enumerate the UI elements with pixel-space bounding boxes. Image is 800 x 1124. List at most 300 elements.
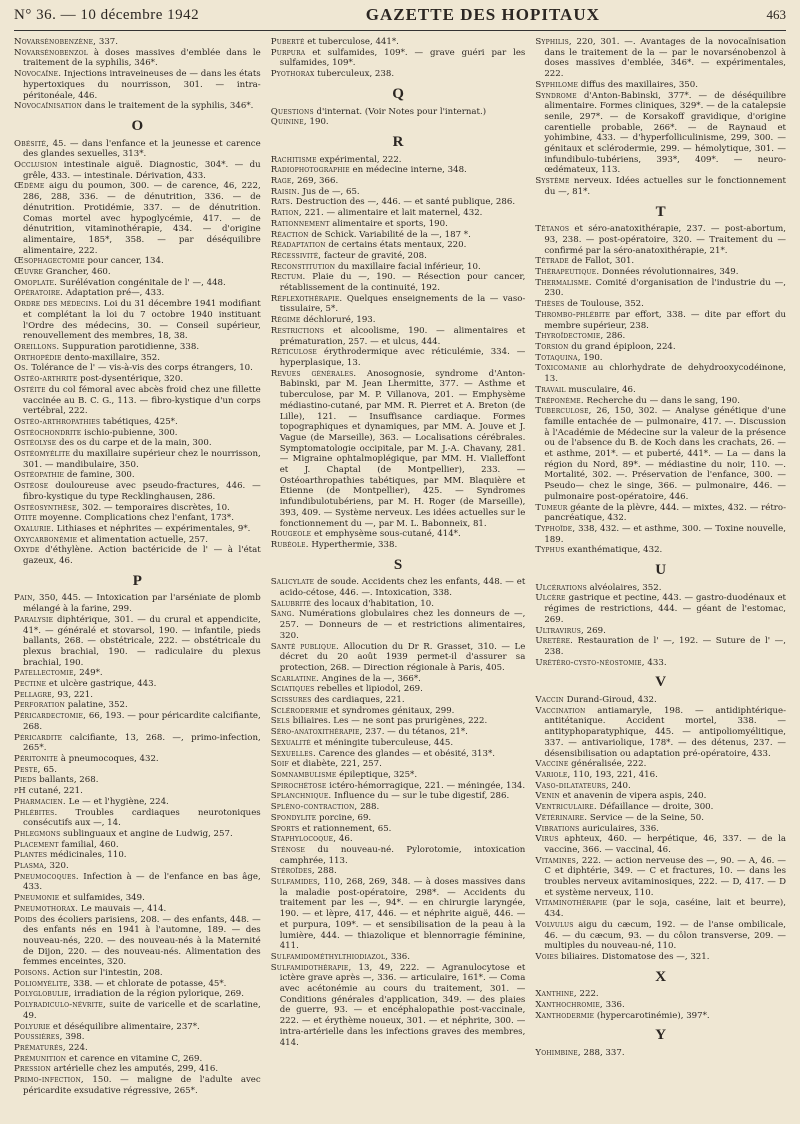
index-entry (14, 615, 261, 669)
entry-references: 320. (46, 861, 69, 872)
index-entry (271, 599, 526, 610)
entry-references: Défaillance — droite, 300. (596, 802, 714, 813)
index-entry (271, 155, 526, 166)
entry-references: du grand épiploon, 224. (568, 341, 676, 352)
entry-heading: pH (14, 786, 26, 797)
entry-heading: Novocaïne. (14, 69, 62, 80)
entry-references: 93, 221. (54, 689, 93, 700)
index-entry (535, 310, 786, 331)
entry-heading: Vitaminothérapie (535, 898, 608, 909)
entry-heading: Sciatiques (270, 684, 315, 695)
index-entry (14, 979, 261, 990)
index-entry (271, 326, 526, 347)
entry-references: et déséquilibre alimentaire, 237*. (50, 1021, 200, 1032)
entry-references: à doses massives d'emblée dans le traitement de la syphilis, 346*. (23, 47, 261, 69)
index-entry (271, 48, 526, 69)
index-entry (14, 288, 261, 299)
entry-references: Quelques enseignements de la — vaso-tissulaire, 5*. (279, 293, 526, 315)
entry-references: et alimentation actuelle, 257. (77, 534, 208, 545)
entry-heading: Thyroïdectomie, (535, 331, 604, 342)
index-entry (271, 69, 526, 80)
entry-references: 110, 268, 269, 348. — à doses massives dans la maladie post-opératoire, 298*. — Accidents du traitement par les —, 94*. — en chirurgie laryngée, 190. — et lèpre, 417, 446. — et néphrite aiguë, 446. — et purpura, 109*. — et sensibilisation de la peau à la lumière, 444. — thiazolique et blennorragie féminine, 411. (279, 877, 526, 952)
index-entry (14, 797, 261, 808)
entry-references: de certains états mentaux, 220. (325, 240, 467, 251)
index-entry (535, 80, 786, 91)
index-entry (535, 267, 786, 278)
index-entry (271, 107, 526, 118)
index-entry (14, 160, 261, 181)
section-letter: R (392, 133, 404, 150)
entry-references: antiamaryle, 198. — antidiphtérique-antitétanique. Accident mortel, 338. — antityphoparatyphique, 445. — antipoliomyélitique, 337. — antivariolique, 178*. — des détenus, 237. — désensibilisation ou adaptation pré-opératoire, 433. (544, 705, 786, 759)
entry-references: moyenne. Complications chez l'enfant, 173*. (36, 513, 234, 524)
entry-references: des locaux d'habitation, 10. (311, 598, 434, 609)
index-entry (271, 165, 526, 176)
index-entry (14, 1064, 261, 1075)
entry-heading: Sports (270, 823, 300, 834)
index-entry (271, 219, 526, 230)
entry-references: et carence en vitamine C, 269. (66, 1053, 203, 1064)
entry-references: 222. — action nerveuse des —, 90. — A, 46. — C et diphtérie, 349. — C et fractures, 10. — dans les troubles nerveux avitaminosiques, 222. — D, 417. — D et système nerveux, 110. (544, 855, 786, 898)
index-entry (535, 524, 786, 545)
entry-references: nerveux. Idées actuelles sur le fonctionnement du —, 81*. (544, 176, 786, 197)
entry-references: des os du carpe et de la main, 300. (56, 438, 212, 449)
entry-heading: Sexualité (270, 737, 311, 748)
index-entry (535, 824, 786, 835)
index-entry (535, 37, 786, 80)
index-entry (14, 861, 261, 872)
entry-references: de Schick. Variabilité de la —, 187 *. (308, 229, 471, 240)
entry-heading: Ostéo-arthrite (14, 374, 78, 385)
entry-heading: Oxycarbonémie (14, 534, 78, 545)
entry-heading: Séro-anatoxithérapie, (270, 727, 363, 738)
index-entry (14, 850, 261, 861)
entry-heading: Prématurés, (14, 1042, 66, 1053)
entry-references: et sulfamides, 349. (59, 893, 145, 904)
entry-references: Plaie du —, 190. — Résection pour cancer, rétablissement de la continuité, 192. (279, 272, 526, 294)
entry-heading: Oxalurie. (14, 523, 54, 534)
entry-references: 150. — maligne de l'adulte avec péricardite exsudative régressive, 265*. (23, 1075, 261, 1096)
entry-references: calcifiante, 13, 268. —, primo-infection, 265*. (23, 732, 261, 754)
index-entry (14, 374, 261, 385)
entry-references: des cardiaques, 221. (311, 695, 405, 706)
index-entry (271, 529, 526, 540)
entry-references: 110, 193, 221, 416. (570, 770, 658, 780)
entry-references: 302. — temporaires discrètes, 10. (79, 502, 230, 513)
entry-references: du col fémoral avec abcès froid chez une fillette vaccinée au B. C. G., 113. — fibro-kystique d'un corps vertébral, 222. (23, 384, 261, 417)
entry-references: 65. (40, 764, 57, 775)
index-entry (271, 251, 526, 262)
entry-heading: Ordre des médecins. (14, 299, 101, 310)
index-entry (271, 294, 526, 315)
entry-references: biliaires. Les — ne sont pas prurigènes, 222. (289, 716, 488, 727)
entry-references: d'éthylène. Action bactéricide de l' — à l'état gazeux, 46. (23, 545, 261, 567)
entry-references: au chlorhydrate de dehydrooxycodéinone, 13. (544, 363, 786, 385)
entry-heading: Tumeur (535, 502, 568, 513)
index-entry (535, 278, 786, 299)
entry-heading: Venin (535, 791, 560, 802)
entry-heading: Ultravirus, (535, 625, 584, 636)
entry-references: gastrique et pectine, 443. — gastro-duodénaux et régimes de restrictions, 444. — géant de l'estomac, 269. (544, 593, 786, 625)
entry-references: 433. (644, 657, 667, 668)
section-letter: S (393, 556, 403, 573)
index-entry (14, 481, 261, 502)
index-column-3 (535, 37, 786, 1097)
entry-heading: Puberté (270, 37, 305, 47)
index-entry (14, 299, 261, 342)
entry-references: intestinale aiguë. Diagnostic, 304*. — du grêle, 433. — intestinale. Dérivation, 433. (23, 160, 261, 181)
index-entry (535, 834, 786, 855)
entry-heading: Ulcère (535, 593, 566, 604)
index-entry (271, 759, 526, 770)
entry-references: d'Anton-Babinski, 377*. — de déséquilibre alimentaire. Formes cliniques, 329*. — de la catalepsie senile, 297*. — de Korsakoff gravidique, d'origine carentielle probable, 266*. — de Raynaud et yohimbine, 433. — d'hyperfolliculinisme, 299, 300. — génitaux et sclérodermie, 299. — hémolytique, 301. — infundibulo-tubériens, 393*, 409*. — neuro-œdémateux, 113. (544, 90, 786, 176)
entry-references: et diabète, 221, 257. (288, 759, 382, 770)
entry-heading: Sulfamides, (270, 877, 321, 888)
index-entry (14, 1000, 261, 1021)
index-entry (14, 449, 261, 470)
entry-references: irradiation de la région pylorique, 269. (71, 989, 244, 1000)
index-entry (14, 48, 261, 69)
entry-heading: Pneumonie (14, 893, 60, 904)
entry-heading: Typhoïde, (535, 523, 576, 534)
entry-references: Tolérance de l' — vis-à-vis des corps étrangers, 10. (28, 363, 253, 374)
index-entry (271, 791, 526, 802)
entry-references: 224. (65, 1042, 88, 1053)
index-entry (14, 535, 261, 546)
index-entry (14, 765, 261, 776)
entry-references: aphteux, 460. — herpétique, 46, 337. — de la vaccine, 366. — vaccinal, 46. (544, 834, 786, 855)
entry-references: du maxillaire supérieur chez le nourrisson, 301. — mandibulaire, 350. (23, 449, 261, 470)
entry-references: Angines de la —, 366*. (318, 673, 421, 684)
entry-heading: Syphilome (535, 79, 579, 90)
entry-heading: Tétanos (535, 224, 570, 235)
index-entry (271, 540, 526, 551)
index-entry (535, 636, 786, 657)
entry-references: 237. — du tétanos, 21*. (362, 727, 468, 738)
entry-heading: Spirochétose (270, 780, 327, 791)
entry-heading: Urétéro-cysto-néostomie, (535, 657, 645, 668)
entry-heading: Primo-infection, (14, 1075, 84, 1086)
section-letter: T (655, 203, 666, 220)
entry-heading: Splanchnique. (270, 791, 332, 802)
index-entry (271, 262, 526, 273)
entry-heading: Sclérodermie (270, 705, 328, 716)
entry-heading: Polyurie (14, 1021, 51, 1032)
entry-references: 269. (583, 625, 606, 636)
index-entry (14, 524, 261, 535)
entry-references: et emphysème sous-cutané, 414*. (311, 529, 461, 540)
section-letter: Q (392, 85, 404, 102)
entry-references: et syndromes génitaux, 299. (328, 705, 455, 716)
entry-heading: Revues générales. (270, 368, 357, 379)
index-entry (14, 181, 261, 256)
entry-references: suite de varicelle et de scarlatine, 49. (23, 1000, 261, 1021)
entry-heading: Pain, (14, 593, 36, 604)
index-entry (535, 385, 786, 396)
entry-references: de Fallot, 301. (568, 256, 635, 267)
entry-references: Données révolutionnaires, 349. (599, 267, 739, 278)
entry-references: épileptique, 325*. (336, 770, 418, 780)
entry-heading: Purpura (270, 47, 306, 58)
index-entry (271, 706, 526, 717)
entry-heading: Quinine, (270, 117, 307, 128)
entry-heading: Œsophagectomie (14, 256, 85, 267)
index-entry (271, 866, 526, 877)
index-entry (14, 342, 261, 353)
entry-heading: Ostéite (14, 384, 46, 395)
entry-references: dento-maxillaire, 352. (61, 352, 161, 363)
entry-heading: Pneumothorax. (14, 903, 79, 914)
entry-references: aigu du poumon, 300. — de carence, 46, 222, 286, 288, 336. — de dénutrition, 336. — de dénutrition. Protidémie, 337. — de dénutrition. Comas mortel avec hypoglycémie, 417. — de dénutrition, vitaminothérapie, 434. — d'origine alimentaire, 185*, 358. — par déséquilibre alimentaire, 222. (23, 181, 261, 256)
index-entry (535, 353, 786, 364)
section-letter: V (655, 674, 667, 691)
index-column-1 (14, 37, 261, 1097)
index-entry (271, 642, 526, 674)
entry-references: Lithiases et néphrites — expérimentales, 9*. (53, 523, 251, 534)
page-number: 463 (766, 7, 786, 22)
entry-references: aigu du cæcum, 192. — de l'anse ombilicale, 46. — du cæcum, 93. — du côlon transverse, 209. — multiples du nouveau-né, 110. (544, 919, 786, 952)
index-entry (271, 315, 526, 326)
entry-heading: Système (535, 176, 570, 187)
entry-heading: Vétérinaire. (535, 812, 588, 823)
entry-references: et rationnement, 65. (299, 823, 392, 834)
index-entry (535, 583, 786, 594)
entry-heading: Thèses (535, 299, 565, 310)
entry-heading: Omoplate. (14, 277, 58, 288)
entry-references: alvéolaires, 352. (586, 582, 662, 593)
entry-heading: Thérapeutique. (535, 267, 600, 278)
entry-references: biliaires. Distomatose des —, 321. (558, 951, 710, 962)
entry-heading: Scissures (270, 695, 312, 706)
index-entry (271, 187, 526, 198)
entry-references: 222. (576, 989, 599, 1000)
index-entry (535, 813, 786, 824)
entry-heading: Poussières, (14, 1032, 63, 1043)
index-entry (535, 898, 786, 919)
page-header (14, 0, 786, 31)
index-entry (535, 791, 786, 802)
entry-heading: Somnambulisme (270, 770, 337, 780)
entry-references: Recherche du — dans le sang, 190. (583, 395, 740, 406)
entry-heading: Sulfamidothérapie, (270, 962, 352, 973)
entry-heading: Sang. (270, 609, 295, 620)
entry-references: sublinguaux et angine de Ludwig, 257. (60, 828, 233, 839)
entry-references: Loi du 31 décembre 1941 modifiant et complétant la loi du 7 octobre 1940 instituant l'Ordre des médecins, 30. — Conseil supérieur, renouvellement des membres, 18, 38. (23, 299, 261, 342)
entry-references: généralisée, 222. (568, 759, 647, 770)
index-entry (14, 438, 261, 449)
index-entry (271, 824, 526, 835)
entry-references: facteur de gravité, 208. (321, 250, 427, 261)
entry-heading: Pyothorax (270, 69, 315, 80)
index-entry (271, 369, 526, 530)
entry-heading: Pieds (14, 775, 37, 786)
index-entry (271, 813, 526, 824)
index-entry (14, 593, 261, 614)
entry-heading: Placement (14, 839, 59, 850)
entry-references: Influence du — sur le tube digestif, 286. (331, 791, 510, 802)
index-entry (535, 856, 786, 899)
entry-references: 190. (580, 352, 603, 363)
entry-references: et sulfamides, 109*. — grave guéri par les sulfamides, 109*. (279, 47, 526, 69)
entry-heading: Vibrations (535, 823, 580, 834)
index-entry (535, 299, 786, 310)
index-entry (14, 700, 261, 711)
entry-heading: Ostéo-arthropathies (14, 416, 101, 427)
entry-references: alimentaire et sports, 190. (329, 218, 448, 229)
index-entry (271, 749, 526, 760)
entry-references: et méningite tuberculeuse, 445. (311, 737, 454, 748)
index-entry (535, 658, 786, 669)
index-entry (14, 256, 261, 267)
entry-heading: Vaccination (535, 705, 586, 716)
index-entry (535, 920, 786, 952)
entry-references: 350, 445. — Intoxication par l'arséniate de plomb mélangé à la farine, 299. (23, 593, 261, 615)
index-entry (535, 363, 786, 384)
entry-references: 338, 432. — et asthme, 300. — Toxine nouvelle, 189. (544, 523, 786, 545)
index-entry (271, 802, 526, 813)
entry-heading: Spléno-contraction, (270, 802, 358, 813)
entry-heading: Rage, (270, 176, 295, 187)
entry-heading: Œdème (14, 181, 45, 192)
entry-heading: Tétrade (535, 256, 569, 267)
entry-heading: Syphilis, (535, 37, 572, 47)
index-entry (535, 176, 786, 197)
entry-references: Grancher, 460. (43, 267, 111, 278)
entry-heading: Ostéochondrite (14, 427, 82, 438)
entry-references: 221. — alimentaire et lait maternel, 432. (301, 208, 483, 219)
entry-references: musculaire, 46. (565, 384, 636, 395)
index-entry (535, 781, 786, 792)
entry-heading: Perforation (14, 700, 66, 711)
entry-heading: Tréponème. (535, 395, 584, 406)
entry-heading: Ostéolyse (14, 438, 57, 449)
section-letter: P (132, 572, 142, 589)
index-entry (14, 829, 261, 840)
index-entry (14, 679, 261, 690)
entry-heading: Soif (270, 759, 289, 770)
index-entry (14, 417, 261, 428)
entry-heading: Vaccine (535, 759, 569, 770)
entry-heading: Xanthodermie (535, 1010, 595, 1021)
entry-heading: Stéroïdes, (270, 866, 315, 877)
entry-references: Le — et l'hygiène, 224. (65, 796, 169, 807)
index-entry (271, 834, 526, 845)
entry-heading: Pneumocoques. (14, 871, 79, 882)
index-entry (14, 503, 261, 514)
entry-heading: Poliomyélite, (14, 978, 71, 989)
entry-references: douloureuse avec pseudo-fractures, 446. — fibro-kystique du type Recklinghausen, 286. (23, 481, 261, 502)
entry-heading: Réflexothérapie. (270, 293, 343, 304)
entry-heading: Ostéomyélite (14, 449, 71, 460)
entry-references: Adaptation pré—, 433. (63, 288, 165, 299)
entry-heading: Pellagre, (14, 689, 55, 700)
index-entry (271, 963, 526, 1049)
index-entry (535, 706, 786, 760)
entry-heading: Pression (14, 1064, 51, 1075)
entry-heading: Yohimbine, (535, 1048, 581, 1059)
entry-references: de soude. Accidents chez les enfants, 448. — et acido-cétose, 446. —. Intoxication, 338. (279, 577, 526, 599)
entry-heading: Phlébites. (14, 807, 58, 818)
entry-references: Allocution du Dr R. Grasset, 310. — Le décret du 20 août 1939 permet-il d'assurer sa protection, 268. — Direction régionale à Paris, 405. (279, 641, 526, 673)
entry-heading: Raisin. (270, 186, 300, 197)
entry-references: Restauration de l' —, 192. — Suture de l' —, 238. (544, 636, 786, 657)
entry-references: Hyperthermie, 338. (308, 539, 398, 550)
index-entry (14, 989, 261, 1000)
index-entry (271, 272, 526, 293)
entry-references: 26, 150, 302. — Analyse génétique d'une famille entachée de — pulmonaire, 417. —. Discussion à l'Académie de Médecine sur la valeur de la présence ou de l'absence du B. de Koch dans les crachats, 26. — et asthme, 201*. — et puberté, 441*. — La — dans la région du Nord, 89*. — médiastine du noir, 110. —. Mortalité, 302. —. Préservation de l'enfance, 300. — Pseudo— chez le singe, 366. — pulmonaire, 446. — pulmonaire post-opératoire, 446. (544, 406, 786, 502)
entry-references: 269, 366. (294, 176, 339, 187)
index-entry (14, 1075, 261, 1096)
entry-heading: Polyradiculo-névrite, (14, 1000, 106, 1011)
entry-references: déchloruré, 193. (300, 315, 376, 326)
entry-references: Le mauvais —, 414. (78, 903, 167, 914)
entry-heading: Patellectomie, (14, 668, 77, 679)
entry-heading: Travail (535, 384, 566, 395)
entry-heading: Polyglobulie, (14, 989, 72, 1000)
entry-references: 240. (608, 780, 631, 791)
entry-references: érythrodermique avec réticulémie, 334. — hyperplasique, 13. (279, 347, 526, 368)
index-entry (271, 176, 526, 187)
index-entry (271, 727, 526, 738)
entry-references: des écoliers parisiens, 208. — des enfants, 448. — des enfants nés en 1941 à l'automne, 189. — des nouveau-nés, 220. — des nouveau-nés à la Maternité de Dijon, 220. — des nouveau-nés. Alimentation des femmes enceintes, 320. (23, 914, 261, 968)
index-entry (14, 513, 261, 524)
entry-references: exanthématique, 432. (564, 545, 663, 556)
entry-heading: Péricardite (14, 732, 63, 743)
entry-heading: Toxicomanie (535, 363, 587, 374)
entry-heading: Scarlatine. (270, 673, 319, 684)
entry-references: 288. (314, 866, 337, 877)
entry-references: Troubles cardiaques neurotoniques consécutifs aux —, 14. (23, 807, 261, 829)
index-entry (535, 91, 786, 177)
index-entry (271, 770, 526, 781)
entry-references: Action sur l'intestin, 208. (49, 968, 163, 979)
entry-heading: Reconstitution (270, 261, 336, 272)
index-entry (271, 674, 526, 685)
entry-heading: Thrombo-phlébite (535, 309, 611, 320)
index-entry (14, 904, 261, 915)
entry-heading: Paralysie (14, 614, 54, 625)
index-entry (271, 952, 526, 963)
index-entry (14, 1043, 261, 1054)
entry-heading: Syndrome (535, 90, 577, 101)
index-entry (271, 117, 526, 128)
entry-references: et séro-anatoxithérapie, 237. — post-abortum, 93, 238. — post-opératoire, 320. — Traitement du — confirmé par la séro-anatoxithérapie, 21*. (544, 224, 786, 256)
index-entry (14, 428, 261, 439)
entry-heading: Os. (14, 363, 29, 374)
entry-heading: Otite (14, 513, 37, 524)
index-entry (14, 754, 261, 765)
index-entry (14, 139, 261, 160)
entry-heading: Spondylite (270, 812, 317, 823)
entry-heading: Sulfamidométhylthiodiazol, (270, 951, 389, 962)
entry-heading: Oxyde (14, 545, 40, 556)
entry-references: Jus de —, 65. (299, 186, 360, 197)
entry-references: ictéro-hémorragique, 221. — méningée, 134. (326, 780, 526, 791)
entry-references: pour cancer, 134. (84, 256, 164, 267)
entry-heading: Variole, (535, 770, 571, 780)
index-entry (14, 690, 261, 701)
entry-references: rebelles et lipiodol, 269. (314, 684, 423, 695)
index-entry (271, 738, 526, 749)
entry-heading: Oreillons. (14, 341, 60, 352)
index-entry (271, 577, 526, 598)
entry-heading: Questions (270, 106, 314, 117)
index-entry (271, 347, 526, 368)
entry-heading: Poisons. (14, 968, 50, 979)
index-entry (14, 872, 261, 893)
index-entry (535, 759, 786, 770)
entry-heading: Péricardectomie, (14, 711, 87, 722)
entry-heading: Volvulus (535, 919, 574, 930)
